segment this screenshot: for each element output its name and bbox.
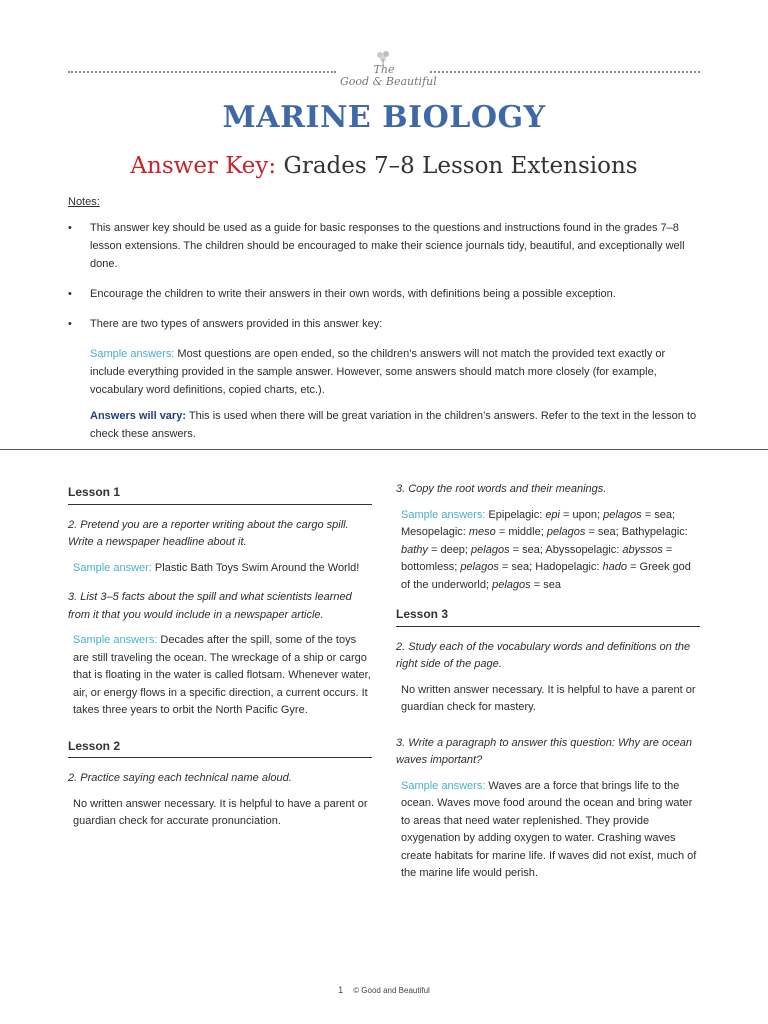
bullet-text: This answer key should be used as a guide for basic responses to the questions and instructions found in the grades 7–8 lesson extensions. The children should be encouraged to make their science journals tidy, beautiful, and exceptionally well done. (90, 222, 685, 270)
lesson-2-heading: Lesson 2 (68, 738, 372, 759)
notes-bullet-1 (68, 219, 700, 273)
sample-answers-label: Sample answers: (90, 348, 175, 360)
sample-answers-label: Sample answers: (401, 779, 486, 792)
subtitle-text: Grades 7–8 Lesson Extensions (283, 153, 638, 179)
lesson-3-question-2: 2. Study each of the vocabulary words and definitions on the right side of the page. (396, 640, 691, 670)
logo-line-1: The (373, 63, 395, 76)
sample-answers-label: Sample answers: (401, 508, 486, 521)
definition-answers-will-vary (90, 407, 700, 443)
definition-text: Most questions are open ended, so the children’s answers will not match the provided text exactly or include everything provided in the sample answer. However, some answers should match more closely (for example, vocabulary word definitions, copied charts, etc.). (90, 348, 666, 396)
lesson-3-heading: Lesson 3 (396, 606, 700, 627)
bullet-dot: • (68, 318, 72, 330)
definition-sample-answers (90, 345, 700, 399)
lesson-2-answer-2: No written answer necessary. It is helpful to have a parent or guardian check for accurate pronunciation. (73, 797, 368, 827)
section-divider (0, 449, 768, 450)
sample-answer-label: Sample answer: (73, 561, 152, 574)
answer-text: Decades after the spill, some of the toys are still traveling the ocean. The wreckage of a ship or cargo that is floating in the water is called flotsam. Whenever water, air, or energy flows in a specific direction, a current occurs. It takes three years to orbit the North Pacific Gyre. (73, 634, 371, 716)
notes-heading: Notes: (68, 196, 100, 208)
notes-bullet-2 (68, 285, 700, 303)
lesson-1-heading: Lesson 1 (68, 484, 372, 505)
lesson-1-answer-3b: Sample answers: Epipelagic: epi = upon; pelagos = sea; Mesopelagic: meso = middle; pelagos = sea; Bathypelagic: bathy = deep; pelagos = sea; Abyssopelagic: abyssos = bottomless; pelagos = sea; Hadopelagic: hado = Greek god of the underworld; pelagos = sea (401, 508, 691, 591)
left-column (68, 484, 372, 843)
lesson-3-answer-3 (401, 778, 700, 883)
lesson-2-question-2: 2. Practice saying each technical name aloud. (68, 772, 292, 784)
bullet-text: Encourage the children to write their answers in their own words, with definitions being a possible exception. (90, 288, 616, 300)
page-footer (0, 985, 768, 995)
lesson-3-question-3: 3. Write a paragraph to answer this question: Why are ocean waves important? (396, 736, 692, 766)
lesson-1-question-3b: 3. Copy the root words and their meanings. (396, 483, 607, 495)
sample-answers-label: Sample answers: (73, 634, 158, 646)
notes-bullet-3 (68, 315, 700, 333)
brand-logo (340, 50, 437, 90)
copyright-text: © Good and Beautiful (353, 986, 430, 995)
lesson-3-answer-2: No written answer necessary. It is helpful to have a parent or guardian check for mastery. (401, 683, 696, 713)
dotted-rule-left (68, 71, 336, 73)
answer-text: Plastic Bath Toys Swim Around the World! (151, 561, 360, 574)
page-number: 1 (338, 985, 344, 995)
bullet-dot: • (68, 288, 72, 300)
lesson-1-question-3: 3. List 3–5 facts about the spill and what scientists learned from it that you would include in a newspaper article. (68, 591, 352, 621)
lesson-1-question-2: 2. Pretend you are a reporter writing about the cargo spill. Write a newspaper headline about it. (68, 518, 349, 548)
definition-text: This is used when there will be great variation in the children’s answers. Refer to the text in the lesson to check these answers. (90, 410, 697, 440)
dotted-rule-right (430, 71, 700, 73)
bullet-text: There are two types of answers provided in this answer key: (90, 318, 383, 330)
lesson-1-answer-2 (73, 560, 372, 578)
answers-will-vary-label: Answers will vary: (90, 410, 186, 422)
notes-section (68, 193, 700, 451)
answer-text: Waves are a force that brings life to the ocean. Waves move food around the ocean and bring water to areas that need water replenished. They provide oxygenation by adding oxygen to water. Crashing waves create habitats for marine life. If waves did not exist, much of the marine life would perish. (401, 779, 697, 879)
page-subtitle (0, 153, 768, 179)
logo-line-2: Good & Beautiful (340, 75, 437, 88)
answer-key-label: Answer Key: (130, 153, 277, 179)
flower-icon (374, 50, 394, 64)
lesson-1-answer-3 (73, 632, 372, 720)
bullet-dot: • (68, 222, 72, 234)
right-column (396, 481, 700, 895)
header-logo-row (68, 50, 700, 90)
page-title: MARINE BIOLOGY (222, 100, 546, 135)
